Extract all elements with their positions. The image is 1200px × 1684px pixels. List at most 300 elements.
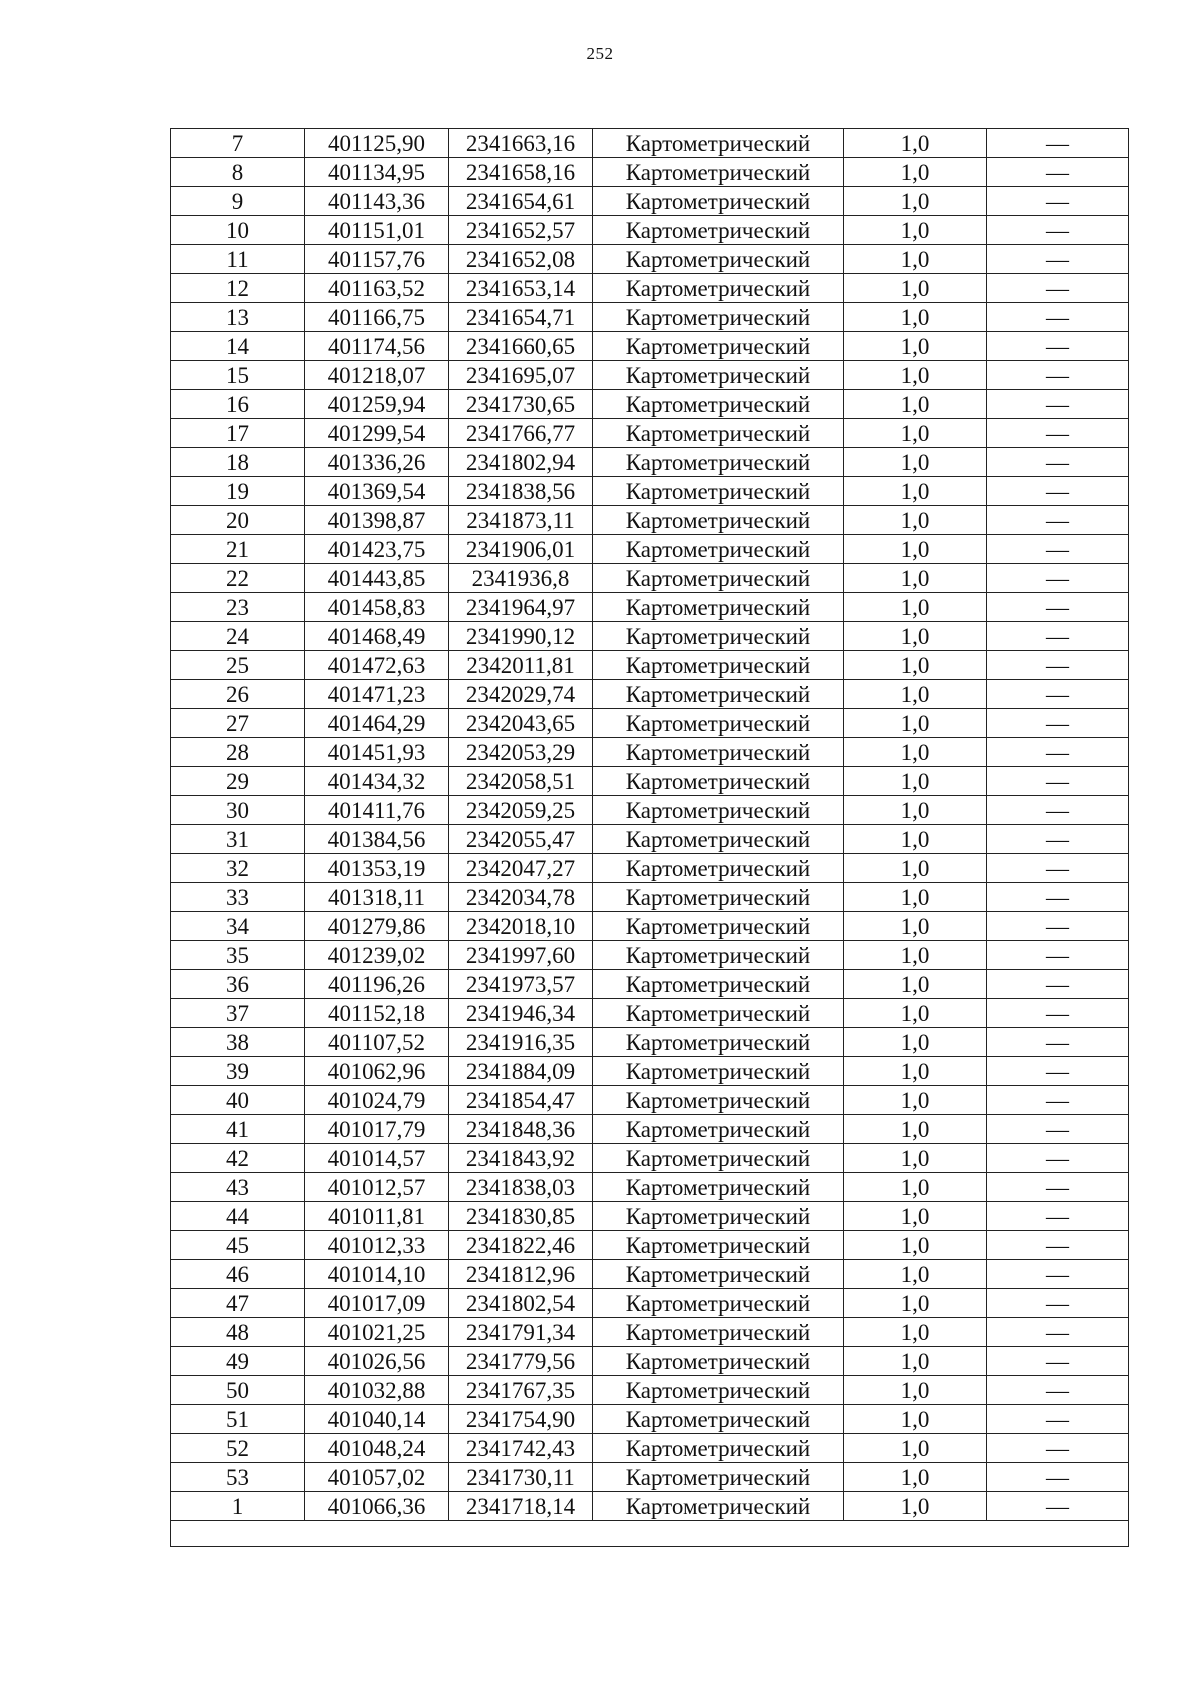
table-row [171,1289,1129,1318]
y-coordinate-cell: 2341854,47 [449,1086,593,1115]
point-number-cell: 36 [171,970,305,999]
point-number-cell: 17 [171,419,305,448]
description-cell: — [987,274,1129,303]
table-row [171,767,1129,796]
description-cell: — [987,1347,1129,1376]
y-coordinate-cell: 2342029,74 [449,680,593,709]
x-coordinate-cell: 401026,56 [305,1347,449,1376]
description-cell: — [987,1202,1129,1231]
x-coordinate-cell: 401384,56 [305,825,449,854]
x-coordinate-cell: 401451,93 [305,738,449,767]
point-number-cell: 47 [171,1289,305,1318]
method-cell: Картометрический [593,274,844,303]
x-coordinate-cell: 401196,26 [305,970,449,999]
y-coordinate-cell: 2341695,07 [449,361,593,390]
x-coordinate-cell: 401157,76 [305,245,449,274]
point-number-cell: 39 [171,1057,305,1086]
table-row [171,970,1129,999]
x-coordinate-cell: 401472,63 [305,651,449,680]
point-number-cell: 40 [171,1086,305,1115]
x-coordinate-cell: 401218,07 [305,361,449,390]
description-cell: — [987,361,1129,390]
method-cell: Картометрический [593,1202,844,1231]
y-coordinate-cell: 2342047,27 [449,854,593,883]
accuracy-cell: 1,0 [844,274,987,303]
method-cell: Картометрический [593,1057,844,1086]
accuracy-cell: 1,0 [844,970,987,999]
point-number-cell: 16 [171,390,305,419]
method-cell: Картометрический [593,767,844,796]
description-cell: — [987,477,1129,506]
y-coordinate-cell: 2342055,47 [449,825,593,854]
y-coordinate-cell: 2341830,85 [449,1202,593,1231]
point-number-cell: 24 [171,622,305,651]
description-cell: — [987,1463,1129,1492]
method-cell: Картометрический [593,506,844,535]
x-coordinate-cell: 401411,76 [305,796,449,825]
table-row [171,1318,1129,1347]
method-cell: Картометрический [593,1376,844,1405]
accuracy-cell: 1,0 [844,941,987,970]
point-number-cell: 13 [171,303,305,332]
x-coordinate-cell: 401012,57 [305,1173,449,1202]
point-number-cell: 28 [171,738,305,767]
method-cell: Картометрический [593,303,844,332]
method-cell: Картометрический [593,158,844,187]
method-cell: Картометрический [593,245,844,274]
description-cell: — [987,1115,1129,1144]
point-number-cell: 25 [171,651,305,680]
x-coordinate-cell: 401464,29 [305,709,449,738]
accuracy-cell: 1,0 [844,1492,987,1521]
description-cell: — [987,796,1129,825]
y-coordinate-cell: 2341658,16 [449,158,593,187]
table-row [171,535,1129,564]
method-cell: Картометрический [593,622,844,651]
accuracy-cell: 1,0 [844,1057,987,1086]
y-coordinate-cell: 2341654,71 [449,303,593,332]
table-row [171,1231,1129,1260]
point-number-cell: 38 [171,1028,305,1057]
x-coordinate-cell: 401066,36 [305,1492,449,1521]
description-cell: — [987,767,1129,796]
description-cell: — [987,332,1129,361]
method-cell: Картометрический [593,332,844,361]
point-number-cell: 34 [171,912,305,941]
method-cell: Картометрический [593,593,844,622]
accuracy-cell: 1,0 [844,535,987,564]
description-cell: — [987,158,1129,187]
description-cell: — [987,854,1129,883]
table-row [171,216,1129,245]
table-row [171,680,1129,709]
table-row [171,593,1129,622]
y-coordinate-cell: 2341654,61 [449,187,593,216]
y-coordinate-cell: 2341652,08 [449,245,593,274]
y-coordinate-cell: 2342058,51 [449,767,593,796]
method-cell: Картометрический [593,1173,844,1202]
description-cell: — [987,709,1129,738]
y-coordinate-cell: 2341884,09 [449,1057,593,1086]
point-number-cell: 46 [171,1260,305,1289]
method-cell: Картометрический [593,941,844,970]
table-row [171,1202,1129,1231]
accuracy-cell: 1,0 [844,1405,987,1434]
table-row [171,1434,1129,1463]
point-number-cell: 51 [171,1405,305,1434]
y-coordinate-cell: 2341660,65 [449,332,593,361]
accuracy-cell: 1,0 [844,854,987,883]
description-cell: — [987,1173,1129,1202]
accuracy-cell: 1,0 [844,1434,987,1463]
accuracy-cell: 1,0 [844,883,987,912]
description-cell: — [987,187,1129,216]
x-coordinate-cell: 401017,79 [305,1115,449,1144]
accuracy-cell: 1,0 [844,1260,987,1289]
y-coordinate-cell: 2341652,57 [449,216,593,245]
method-cell: Картометрический [593,1318,844,1347]
table-row [171,825,1129,854]
x-coordinate-cell: 401434,32 [305,767,449,796]
description-cell: — [987,1260,1129,1289]
x-coordinate-cell: 401032,88 [305,1376,449,1405]
accuracy-cell: 1,0 [844,1115,987,1144]
point-number-cell: 19 [171,477,305,506]
y-coordinate-cell: 2341718,14 [449,1492,593,1521]
description-cell: — [987,303,1129,332]
method-cell: Картометрический [593,1086,844,1115]
point-number-cell: 11 [171,245,305,274]
y-coordinate-cell: 2341873,11 [449,506,593,535]
accuracy-cell: 1,0 [844,1231,987,1260]
method-cell: Картометрический [593,1492,844,1521]
description-cell: — [987,1057,1129,1086]
table-row [171,1260,1129,1289]
point-number-cell: 18 [171,448,305,477]
y-coordinate-cell: 2341838,03 [449,1173,593,1202]
description-cell: — [987,564,1129,593]
description-cell: — [987,216,1129,245]
x-coordinate-cell: 401458,83 [305,593,449,622]
accuracy-cell: 1,0 [844,332,987,361]
x-coordinate-cell: 401423,75 [305,535,449,564]
table-row [171,1347,1129,1376]
x-coordinate-cell: 401011,81 [305,1202,449,1231]
accuracy-cell: 1,0 [844,1463,987,1492]
accuracy-cell: 1,0 [844,419,987,448]
description-cell: — [987,535,1129,564]
table-row [171,274,1129,303]
accuracy-cell: 1,0 [844,129,987,158]
accuracy-cell: 1,0 [844,245,987,274]
y-coordinate-cell: 2341848,36 [449,1115,593,1144]
x-coordinate-cell: 401336,26 [305,448,449,477]
point-number-cell: 9 [171,187,305,216]
table-row [171,506,1129,535]
coordinates-table [170,128,1129,1547]
method-cell: Картометрический [593,854,844,883]
accuracy-cell: 1,0 [844,361,987,390]
table-row [171,883,1129,912]
point-number-cell: 37 [171,999,305,1028]
accuracy-cell: 1,0 [844,216,987,245]
method-cell: Картометрический [593,796,844,825]
accuracy-cell: 1,0 [844,1202,987,1231]
table-row [171,1405,1129,1434]
accuracy-cell: 1,0 [844,680,987,709]
point-number-cell: 35 [171,941,305,970]
point-number-cell: 41 [171,1115,305,1144]
accuracy-cell: 1,0 [844,912,987,941]
method-cell: Картометрический [593,390,844,419]
table-row [171,245,1129,274]
x-coordinate-cell: 401471,23 [305,680,449,709]
point-number-cell: 33 [171,883,305,912]
accuracy-cell: 1,0 [844,1289,987,1318]
method-cell: Картометрический [593,361,844,390]
point-number-cell: 10 [171,216,305,245]
accuracy-cell: 1,0 [844,448,987,477]
method-cell: Картометрический [593,564,844,593]
accuracy-cell: 1,0 [844,651,987,680]
y-coordinate-cell: 2341906,01 [449,535,593,564]
accuracy-cell: 1,0 [844,1028,987,1057]
y-coordinate-cell: 2342059,25 [449,796,593,825]
x-coordinate-cell: 401062,96 [305,1057,449,1086]
x-coordinate-cell: 401259,94 [305,390,449,419]
table-row [171,651,1129,680]
method-cell: Картометрический [593,912,844,941]
y-coordinate-cell: 2341916,35 [449,1028,593,1057]
accuracy-cell: 1,0 [844,506,987,535]
y-coordinate-cell: 2342011,81 [449,651,593,680]
accuracy-cell: 1,0 [844,999,987,1028]
accuracy-cell: 1,0 [844,825,987,854]
table-row [171,1028,1129,1057]
description-cell: — [987,419,1129,448]
x-coordinate-cell: 401239,02 [305,941,449,970]
accuracy-cell: 1,0 [844,187,987,216]
x-coordinate-cell: 401057,02 [305,1463,449,1492]
table-row [171,390,1129,419]
accuracy-cell: 1,0 [844,709,987,738]
x-coordinate-cell: 401369,54 [305,477,449,506]
table-row [171,419,1129,448]
method-cell: Картометрический [593,187,844,216]
table-row [171,912,1129,941]
y-coordinate-cell: 2341822,46 [449,1231,593,1260]
y-coordinate-cell: 2341838,56 [449,477,593,506]
point-number-cell: 32 [171,854,305,883]
table-row [171,1173,1129,1202]
method-cell: Картометрический [593,448,844,477]
table-row [171,622,1129,651]
accuracy-cell: 1,0 [844,303,987,332]
table-row [171,796,1129,825]
x-coordinate-cell: 401353,19 [305,854,449,883]
point-number-cell: 49 [171,1347,305,1376]
y-coordinate-cell: 2341791,34 [449,1318,593,1347]
y-coordinate-cell: 2341946,34 [449,999,593,1028]
x-coordinate-cell: 401152,18 [305,999,449,1028]
y-coordinate-cell: 2341663,16 [449,129,593,158]
x-coordinate-cell: 401048,24 [305,1434,449,1463]
point-number-cell: 23 [171,593,305,622]
point-number-cell: 31 [171,825,305,854]
description-cell: — [987,593,1129,622]
y-coordinate-cell: 2341779,56 [449,1347,593,1376]
point-number-cell: 48 [171,1318,305,1347]
table-row [171,332,1129,361]
table-row-empty [171,1521,1129,1547]
y-coordinate-cell: 2341964,97 [449,593,593,622]
table-row [171,564,1129,593]
table-row [171,709,1129,738]
x-coordinate-cell: 401163,52 [305,274,449,303]
table-row [171,1376,1129,1405]
description-cell: — [987,912,1129,941]
description-cell: — [987,448,1129,477]
x-coordinate-cell: 401024,79 [305,1086,449,1115]
method-cell: Картометрический [593,1144,844,1173]
x-coordinate-cell: 401134,95 [305,158,449,187]
table-row [171,129,1129,158]
table-row [171,1086,1129,1115]
method-cell: Картометрический [593,1347,844,1376]
x-coordinate-cell: 401174,56 [305,332,449,361]
empty-cell [171,1521,1129,1547]
description-cell: — [987,1434,1129,1463]
method-cell: Картометрический [593,1434,844,1463]
x-coordinate-cell: 401299,54 [305,419,449,448]
point-number-cell: 30 [171,796,305,825]
method-cell: Картометрический [593,216,844,245]
y-coordinate-cell: 2341730,11 [449,1463,593,1492]
table-row [171,187,1129,216]
y-coordinate-cell: 2341812,96 [449,1260,593,1289]
y-coordinate-cell: 2341653,14 [449,274,593,303]
point-number-cell: 12 [171,274,305,303]
point-number-cell: 29 [171,767,305,796]
method-cell: Картометрический [593,651,844,680]
table-row [171,854,1129,883]
point-number-cell: 15 [171,361,305,390]
point-number-cell: 14 [171,332,305,361]
point-number-cell: 27 [171,709,305,738]
method-cell: Картометрический [593,680,844,709]
x-coordinate-cell: 401166,75 [305,303,449,332]
description-cell: — [987,883,1129,912]
point-number-cell: 45 [171,1231,305,1260]
x-coordinate-cell: 401398,87 [305,506,449,535]
accuracy-cell: 1,0 [844,1318,987,1347]
description-cell: — [987,651,1129,680]
x-coordinate-cell: 401014,10 [305,1260,449,1289]
y-coordinate-cell: 2341802,94 [449,448,593,477]
point-number-cell: 43 [171,1173,305,1202]
description-cell: — [987,1289,1129,1318]
description-cell: — [987,1318,1129,1347]
table-row [171,941,1129,970]
x-coordinate-cell: 401443,85 [305,564,449,593]
y-coordinate-cell: 2341754,90 [449,1405,593,1434]
table-row [171,1115,1129,1144]
accuracy-cell: 1,0 [844,477,987,506]
page-number: 252 [586,44,614,63]
table-row [171,1463,1129,1492]
method-cell: Картометрический [593,738,844,767]
x-coordinate-cell: 401017,09 [305,1289,449,1318]
description-cell: — [987,129,1129,158]
description-cell: — [987,941,1129,970]
accuracy-cell: 1,0 [844,1347,987,1376]
method-cell: Картометрический [593,129,844,158]
accuracy-cell: 1,0 [844,593,987,622]
accuracy-cell: 1,0 [844,564,987,593]
x-coordinate-cell: 401143,36 [305,187,449,216]
description-cell: — [987,970,1129,999]
accuracy-cell: 1,0 [844,1376,987,1405]
accuracy-cell: 1,0 [844,158,987,187]
description-cell: — [987,1376,1129,1405]
y-coordinate-cell: 2341973,57 [449,970,593,999]
y-coordinate-cell: 2341843,92 [449,1144,593,1173]
x-coordinate-cell: 401014,57 [305,1144,449,1173]
point-number-cell: 8 [171,158,305,187]
accuracy-cell: 1,0 [844,796,987,825]
table-row [171,477,1129,506]
method-cell: Картометрический [593,419,844,448]
accuracy-cell: 1,0 [844,738,987,767]
accuracy-cell: 1,0 [844,622,987,651]
x-coordinate-cell: 401021,25 [305,1318,449,1347]
x-coordinate-cell: 401468,49 [305,622,449,651]
method-cell: Картометрический [593,999,844,1028]
y-coordinate-cell: 2341730,65 [449,390,593,419]
method-cell: Картометрический [593,1463,844,1492]
y-coordinate-cell: 2341990,12 [449,622,593,651]
point-number-cell: 7 [171,129,305,158]
x-coordinate-cell: 401040,14 [305,1405,449,1434]
description-cell: — [987,622,1129,651]
y-coordinate-cell: 2341767,35 [449,1376,593,1405]
method-cell: Картометрический [593,1231,844,1260]
description-cell: — [987,506,1129,535]
y-coordinate-cell: 2342053,29 [449,738,593,767]
point-number-cell: 21 [171,535,305,564]
table-row [171,303,1129,332]
point-number-cell: 1 [171,1492,305,1521]
x-coordinate-cell: 401012,33 [305,1231,449,1260]
y-coordinate-cell: 2341742,43 [449,1434,593,1463]
table-row [171,1057,1129,1086]
table-row [171,361,1129,390]
x-coordinate-cell: 401151,01 [305,216,449,245]
method-cell: Картометрический [593,1405,844,1434]
table-row [171,999,1129,1028]
point-number-cell: 50 [171,1376,305,1405]
description-cell: — [987,1086,1129,1115]
accuracy-cell: 1,0 [844,767,987,796]
y-coordinate-cell: 2341997,60 [449,941,593,970]
method-cell: Картометрический [593,883,844,912]
description-cell: — [987,1405,1129,1434]
point-number-cell: 20 [171,506,305,535]
point-number-cell: 53 [171,1463,305,1492]
method-cell: Картометрический [593,1028,844,1057]
method-cell: Картометрический [593,1289,844,1318]
y-coordinate-cell: 2342018,10 [449,912,593,941]
